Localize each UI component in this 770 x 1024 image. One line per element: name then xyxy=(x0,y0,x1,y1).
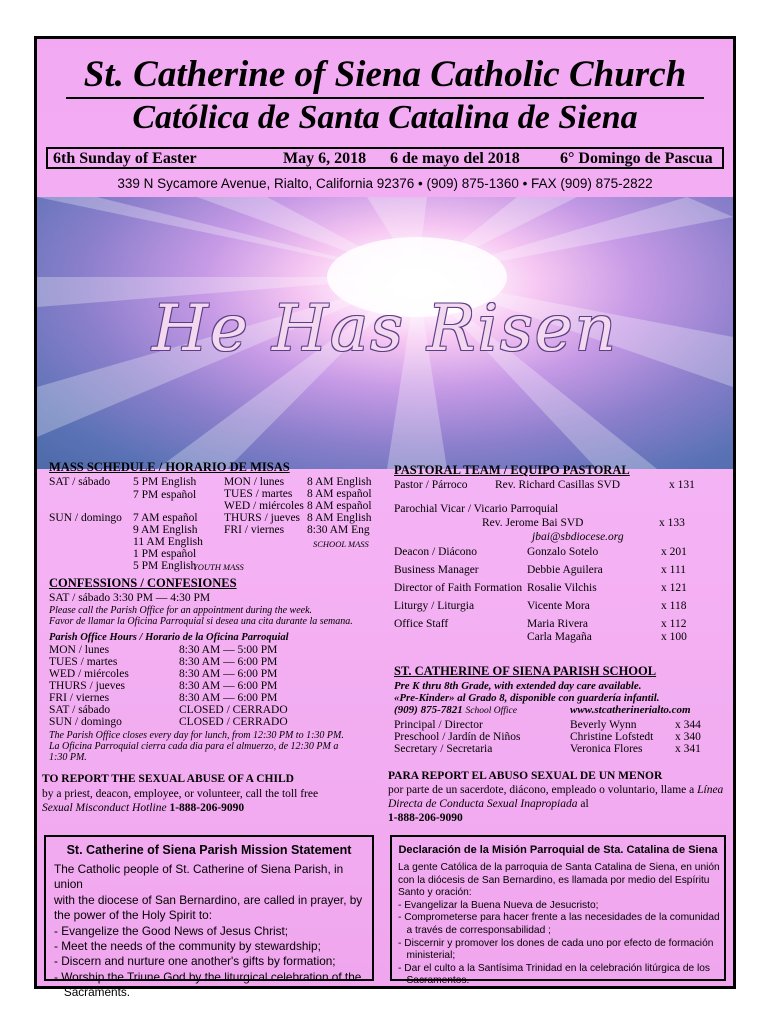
office-hours-3: 8:30 AM — 6:00 PM xyxy=(179,668,278,680)
church-title-spanish: Católica de Santa Catalina de Siena xyxy=(132,99,638,136)
mass-sat-time-2: 7 PM español xyxy=(133,489,197,501)
weekday-3: WED / miércoles xyxy=(224,500,304,512)
staff-ext-1: x 201 xyxy=(661,546,687,558)
weekday-2: TUES / martes xyxy=(224,488,293,500)
church-address: 339 N Sycamore Avenue, Rialto, California 92376 • (909) 875-1360 • FAX (909) 875-2822 xyxy=(117,176,653,191)
staff-role-2: Business Manager xyxy=(394,564,479,576)
report-abuse-line1-spanish: por parte de un sacerdote, diácono, empleado o voluntario, llame a Línea xyxy=(388,784,724,796)
mass-sun-time-3: 11 AM English xyxy=(133,536,203,548)
liturgical-sunday-english: 6th Sunday of Easter xyxy=(53,150,197,167)
office-day-2: TUES / martes xyxy=(49,656,118,668)
office-hours-5: 8:30 AM — 6:00 PM xyxy=(179,692,278,704)
weekday-time-5: 8:30 AM Eng xyxy=(307,524,370,536)
bulletin-frame xyxy=(34,36,736,1000)
office-day-3: WED / miércoles xyxy=(49,668,129,680)
mission-statement-spanish-box xyxy=(390,835,726,987)
pastoral-team-heading: PASTORAL TEAM / EQUIPO PASTORAL xyxy=(394,463,630,477)
mass-sun-label: SUN / domingo xyxy=(49,512,122,524)
weekday-time-1: 8 AM English xyxy=(307,476,372,488)
office-day-5: FRI / viernes xyxy=(49,692,110,704)
mass-sun-time-5: 5 PM English xyxy=(133,560,197,572)
vicar-name: Rev. Jerome Bai SVD xyxy=(482,517,584,529)
confessions-note-spanish: Favor de llamar la Oficina Parroquial si desea una cita durante la semana. xyxy=(49,616,353,627)
staff-ext-5: x 112 xyxy=(661,618,687,630)
office-day-4: THURS / jueves xyxy=(49,680,126,692)
office-lunch-english: The Parish Office closes every day for lunch, from 12:30 PM to 1:30 PM. xyxy=(49,730,344,741)
office-hours-6: CLOSED / CERRADO xyxy=(179,704,288,716)
office-hours-heading: Parish Office Hours / Horario de la Oficina Parroquial xyxy=(49,632,289,643)
vicar-role: Parochial Vicar / Vicario Parroquial xyxy=(394,503,559,515)
confessions-time: SAT / sábado 3:30 PM — 4:30 PM xyxy=(49,592,211,604)
mission-statement-english-box xyxy=(44,835,374,1000)
date-english: May 6, 2018 xyxy=(283,150,367,167)
staff-name-2: Debbie Aguilera xyxy=(527,564,603,576)
mass-sat-time-1: 5 PM English xyxy=(133,476,197,488)
school-name-2: Christine Lofstedt xyxy=(570,731,654,743)
church-title-english: St. Catherine of Siena Catholic Church xyxy=(83,54,687,95)
office-lunch-spanish: La Oficina Parroquial cierra cada dia para el almuerzo, de 12:30 PM a xyxy=(49,741,339,752)
staff-role-4: Liturgy / Liturgia xyxy=(394,600,475,612)
mass-sun-time-4: 1 PM español xyxy=(133,548,197,560)
staff-ext-2: x 111 xyxy=(661,564,687,576)
mission-title-english: St. Catherine of Siena Parish Mission Statement xyxy=(66,843,352,857)
mass-sun-time-1: 7 AM español xyxy=(133,512,198,524)
report-abuse-heading-english: TO REPORT THE SEXUAL ABUSE OF A CHILD xyxy=(42,773,294,785)
weekday-time-4: 8 AM English xyxy=(307,512,372,524)
office-hours-7: CLOSED / CERRADO xyxy=(179,716,288,728)
report-hotline-english: Sexual Misconduct Hotline 1-888-206-9090 xyxy=(42,802,245,814)
pastor-ext: x 131 xyxy=(669,479,695,491)
youth-mass-note: YOUTH MASS xyxy=(193,562,244,572)
school-mass-note: SCHOOL MASS xyxy=(313,539,369,549)
office-day-6: SAT / sábado xyxy=(49,704,111,716)
school-office-phone-line xyxy=(394,704,517,716)
staff-role-1: Deacon / Diácono xyxy=(394,546,478,558)
office-hours-4: 8:30 AM — 6:00 PM xyxy=(179,680,278,692)
report-abuse-line2-spanish: Directa de Conducta Sexual Inapropiada al xyxy=(388,798,589,810)
school-phone: (909) 875-7821 xyxy=(394,704,463,716)
school-role-2: Preschool / Jardín de Niños xyxy=(394,731,521,743)
mission-body-english: The Catholic people of St. Catherine of Siena Parish, in union with the diocese of San Bernardino, are called in prayer, by the power of the Holy Spirit to: - Evangelize the Good News of Jesus Christ; - Meet the needs of the community by stewardship; - Discern and nurture one another's gifts by formation; - Worship the Triune God by the liturgical celebration of the Sacraments. xyxy=(54,862,363,1000)
weekday-5: FRI / viernes xyxy=(224,524,285,536)
office-hours-1: 8:30 AM — 5:00 PM xyxy=(179,644,278,656)
pastor-name: Rev. Richard Casillas SVD xyxy=(495,479,621,491)
staff-ext-3: x 121 xyxy=(661,582,687,594)
he-has-risen-text: He Has Risen xyxy=(152,292,618,366)
staff-name-4: Vicente Mora xyxy=(527,600,590,612)
office-hours-2: 8:30 AM — 6:00 PM xyxy=(179,656,278,668)
weekday-time-3: 8 AM español xyxy=(307,500,372,512)
liturgical-sunday-spanish: 6° Domingo de Pascua xyxy=(560,150,713,167)
school-role-1: Principal / Director xyxy=(394,719,483,731)
mass-sun-time-2: 9 AM English xyxy=(133,524,198,536)
school-website[interactable]: www.stcatherinerialto.com xyxy=(570,704,691,716)
staff-name-5: Maria Rivera xyxy=(527,618,588,630)
school-role-3: Secretary / Secretaria xyxy=(394,743,493,755)
staff-name-1: Gonzalo Sotelo xyxy=(527,546,599,558)
date-bar xyxy=(46,147,724,169)
confessions-heading: CONFESSIONS / CONFESIONES xyxy=(49,576,237,590)
school-name-1: Beverly Wynn xyxy=(570,719,637,731)
school-ext-2: x 340 xyxy=(675,731,701,743)
hotline-phone-english: 1-888-206-9090 xyxy=(169,802,245,814)
school-office-label: School Office xyxy=(465,706,517,716)
school-ext-3: x 341 xyxy=(675,743,701,755)
weekday-4: THURS / jueves xyxy=(224,512,301,524)
office-lunch-spanish-end: 1:30 PM. xyxy=(49,752,87,763)
office-day-7: SUN / domingo xyxy=(49,716,122,728)
school-ext-1: x 344 xyxy=(675,719,701,731)
office-day-1: MON / lunes xyxy=(49,644,110,656)
confessions-note-english: Please call the Parish Office for an appointment during the week. xyxy=(49,605,313,616)
hotline-phone-spanish: 1-888-206-9090 xyxy=(388,812,463,824)
staff-name-3: Rosalie Vilchis xyxy=(527,582,597,594)
vicar-email[interactable]: jbai@sbdiocese.org xyxy=(532,531,624,543)
staff-name-6: Carla Magaña xyxy=(527,631,592,643)
mass-sat-label: SAT / sábado xyxy=(49,476,111,488)
hero-image xyxy=(37,197,733,469)
mass-schedule-heading: MASS SCHEDULE / HORARIO DE MISAS xyxy=(49,460,290,474)
weekday-time-2: 8 AM español xyxy=(307,488,372,500)
vicar-ext: x 133 xyxy=(659,517,685,529)
report-abuse-text-english: by a priest, deacon, employee, or volunteer, call the toll free xyxy=(42,788,319,800)
staff-role-5: Office Staff xyxy=(394,618,449,630)
school-heading: ST. CATHERINE OF SIENA PARISH SCHOOL xyxy=(394,664,657,678)
school-name-3: Veronica Flores xyxy=(570,743,643,755)
school-grades-english: Pre K thru 8th Grade, with extended day care available. xyxy=(394,680,642,692)
mission-body-spanish: La gente Católica de la parroquia de Santa Catalina de Siena, en unión con la diócesis de San Bernardino, es llamada por medio del Espíritu Santo y oración: - Evangelizar la Buena Nueva de Jesucristo; - Comprometerse para hacer frente a las necesidades de la comunidad a través de corresponsabilidad ; - Discernir y promover los dones de cada uno por efecto de formación ministerial; - Dar el culto a la Santísima Trinidad en la celebración litúrgica de los Sacramentos. xyxy=(398,862,720,987)
mission-title-spanish: Declaración de la Misión Parroquial de Sta. Catalina de Siena xyxy=(398,844,718,856)
staff-role-3: Director of Faith Formation xyxy=(394,582,523,594)
date-spanish: 6 de mayo del 2018 xyxy=(390,150,520,167)
report-abuse-heading-spanish: PARA REPORT EL ABUSO SEXUAL DE UN MENOR xyxy=(388,770,663,782)
pastor-role: Pastor / Párroco xyxy=(394,479,468,491)
staff-ext-6: x 100 xyxy=(661,631,687,643)
staff-ext-4: x 118 xyxy=(661,600,687,612)
school-grades-spanish: «Pre-Kinder» al Grado 8, disponible con guardería infantil. xyxy=(394,692,660,704)
weekday-1: MON / lunes xyxy=(224,476,285,488)
